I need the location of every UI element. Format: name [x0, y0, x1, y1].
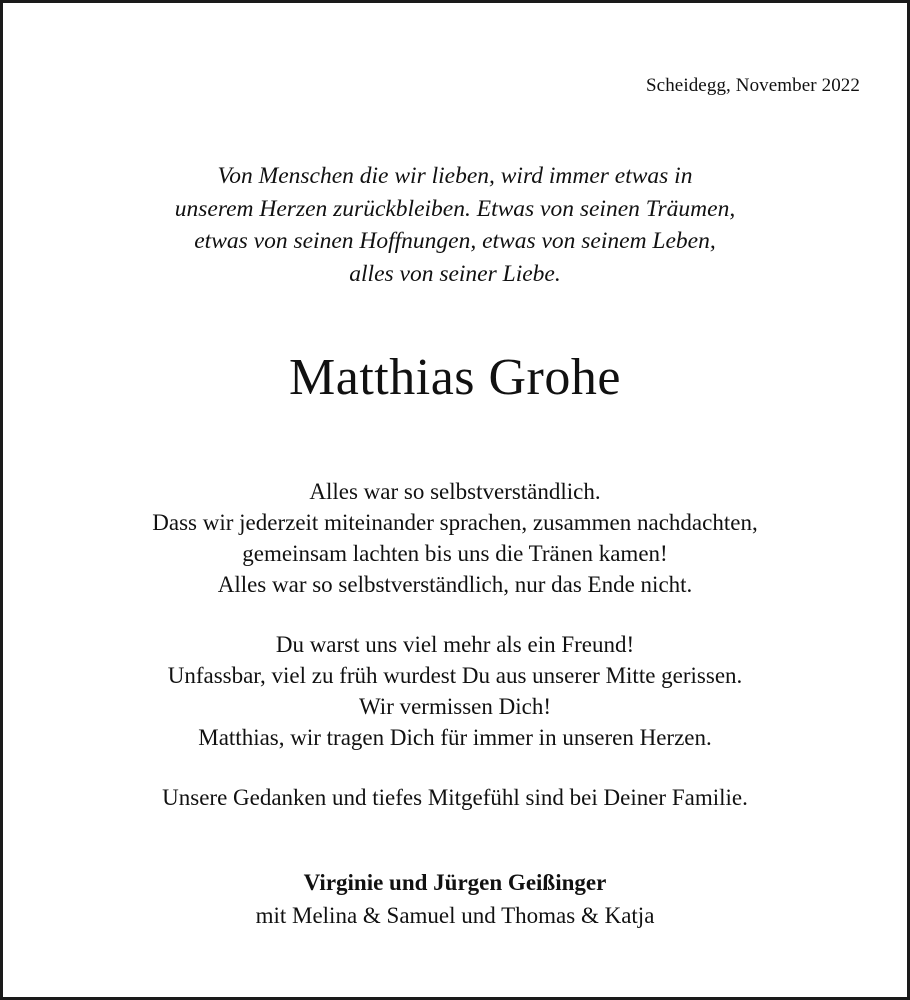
tribute-line: Dass wir jederzeit miteinander sprachen, zusammen nachdachten,	[152, 510, 758, 535]
signers-primary: Virginie und Jürgen Geißinger	[303, 870, 607, 895]
stanza	[3, 782, 907, 813]
stanza	[3, 629, 907, 753]
tribute-line: Du warst uns viel mehr als ein Freund!	[275, 632, 635, 657]
quote-line: alles von seiner Liebe.	[349, 260, 561, 287]
tribute-line: Wir vermissen Dich!	[359, 694, 551, 719]
quote-line: unserem Herzen zurückbleiben. Etwas von seinen Träumen,	[174, 195, 736, 222]
deceased-name: Matthias Grohe	[289, 349, 621, 406]
tribute-text	[3, 476, 907, 842]
tribute-line: Alles war so selbstverständlich.	[309, 479, 601, 504]
signers	[3, 866, 907, 932]
memorial-quote	[3, 160, 907, 290]
tribute-line: gemeinsam lachten bis uns die Tränen kamen!	[242, 541, 668, 566]
tribute-line: Alles war so selbstverständlich, nur das Ende nicht.	[217, 572, 693, 597]
quote-line: Von Menschen die wir lieben, wird immer etwas in	[217, 163, 693, 189]
tribute-line: Matthias, wir tragen Dich für immer in unseren Herzen.	[198, 725, 712, 750]
place-date: Scheidegg, November 2022	[646, 75, 860, 96]
tribute-line: Unfassbar, viel zu früh wurdest Du aus unserer Mitte gerissen.	[167, 663, 743, 688]
tribute-line: Unsere Gedanken und tiefes Mitgefühl sind bei Deiner Familie.	[162, 785, 748, 810]
quote-line: etwas von seinen Hoffnungen, etwas von seinem Leben,	[194, 228, 716, 254]
signers-secondary: mit Melina & Samuel und Thomas & Katja	[255, 903, 655, 928]
stanza	[3, 476, 907, 600]
